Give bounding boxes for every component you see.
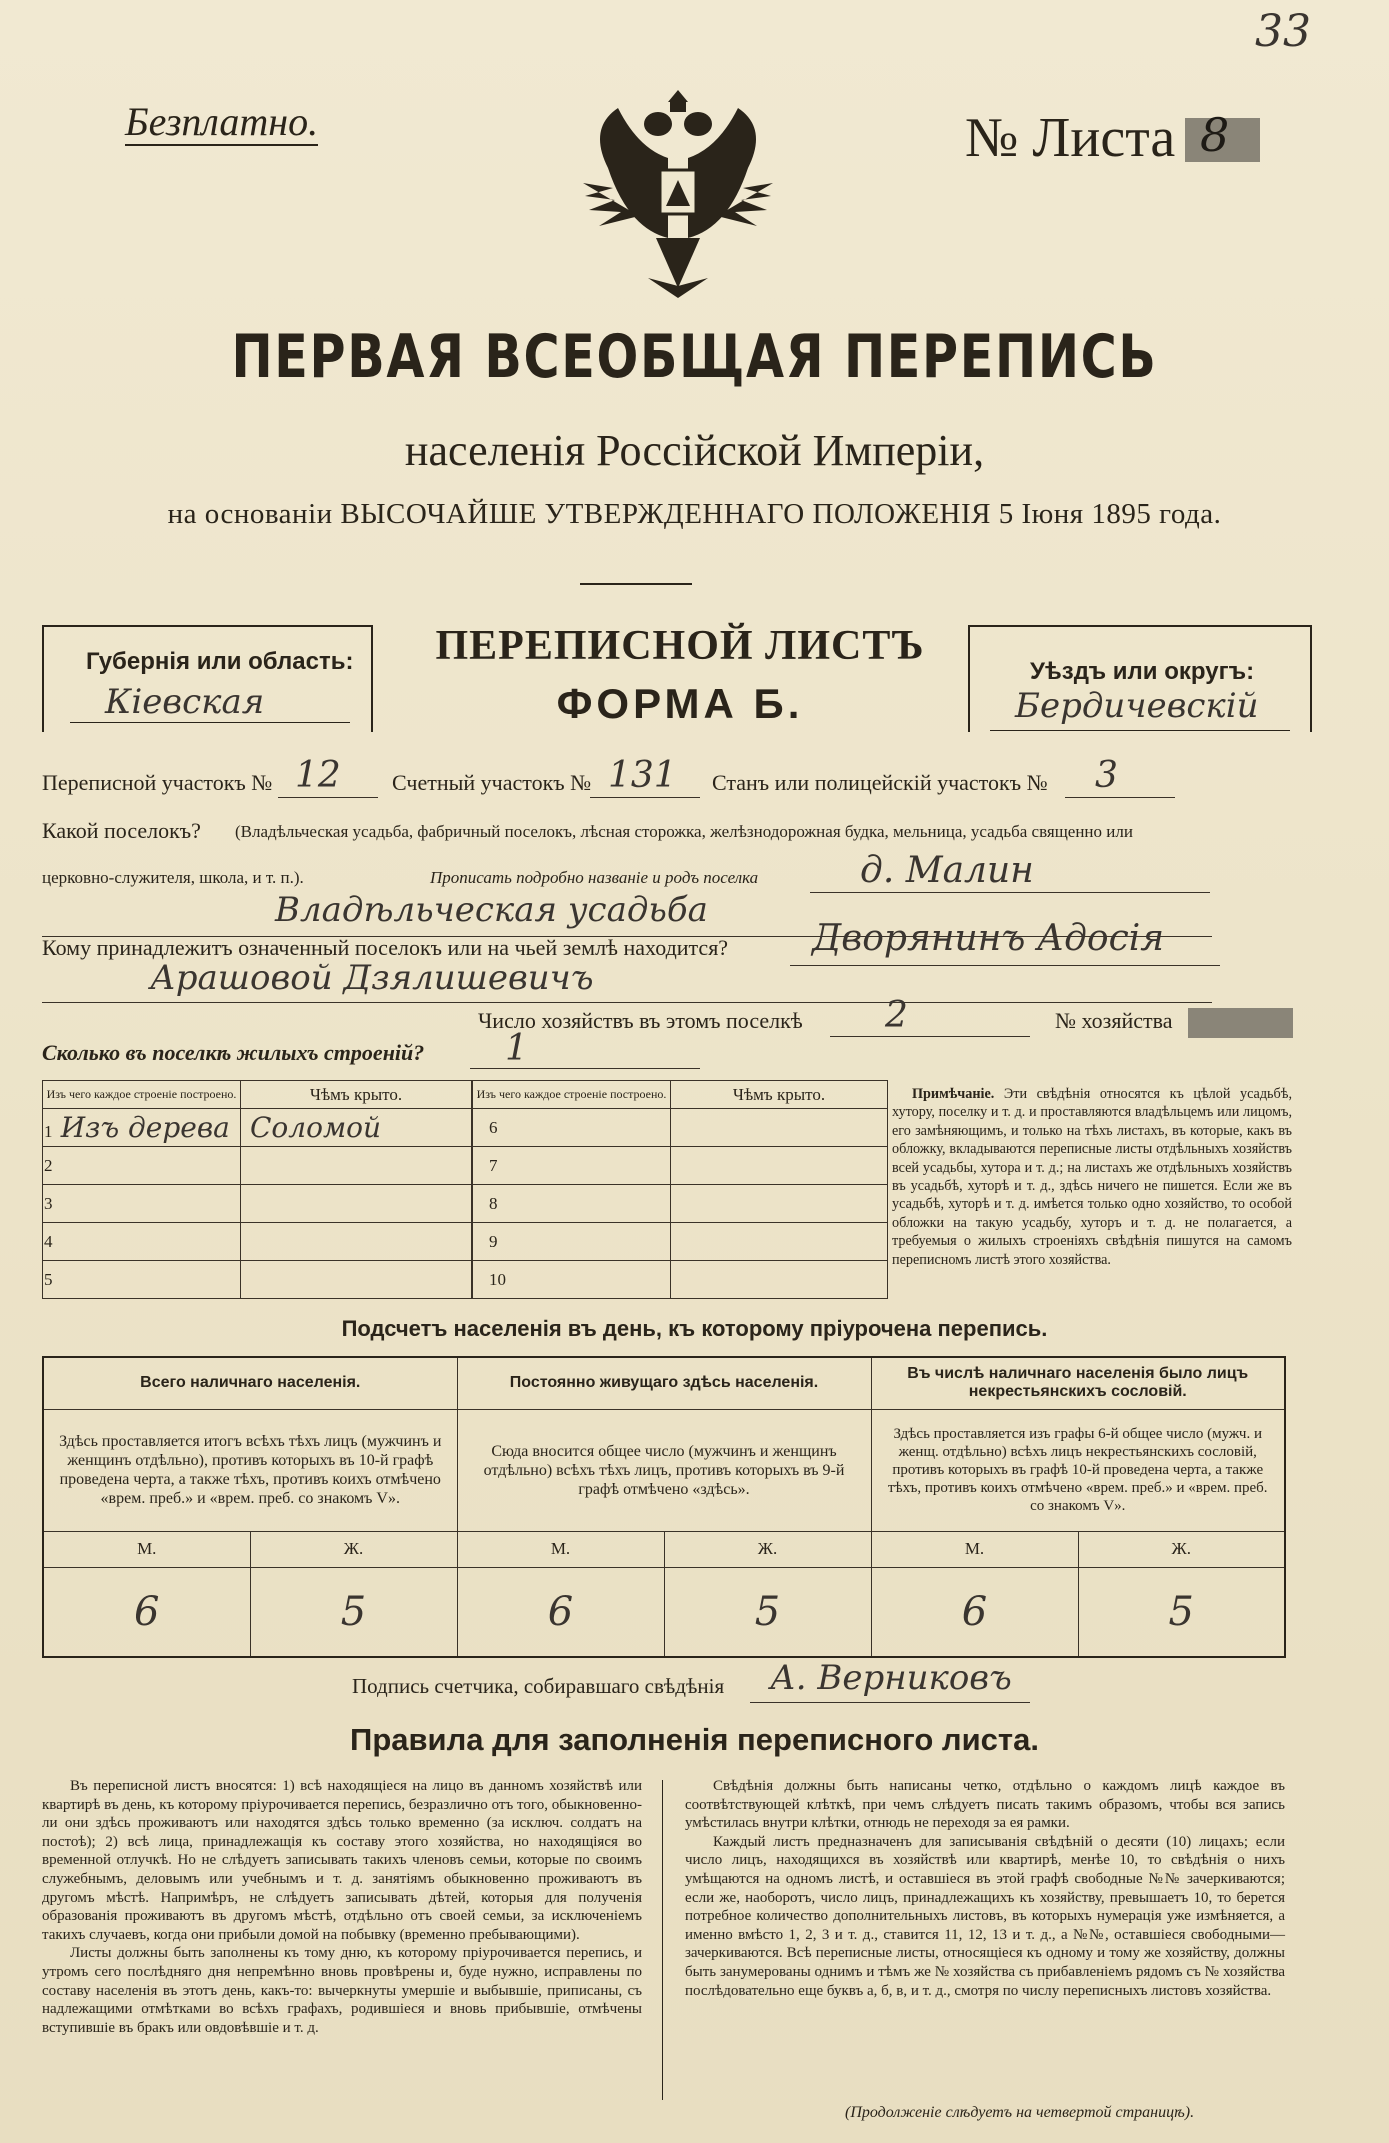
rules-left-paragraph: Въ переписной листъ вносятся: 1) всѣ находящіеся на лицо въ данномъ хозяйствѣ или квартирѣ въ день, къ которому пріурочивается перепись, безразлично отъ того, обыкновенно-ли они здѣсь проживаютъ или находятся здѣсь только временно (за исключ. солдатъ на постоѣ); 2) всѣ лица, принадлежащія къ составу этого хозяйства, но находящіяся во временной отлучкѣ. Но не слѣдуетъ записывать такихъ членовъ семьи, которые по своимъ служебнымъ, деловымъ или учебнымъ и т. д. занятіямъ обыкновенно проживаютъ въ другомъ мѣстѣ. Напримѣръ, не слѣдуетъ записывать дѣтей, которыя для полученія образованія проживаютъ въ другомъ мѣстѣ, отдѣльно отъ своей семьи, за исключеніемъ такихъ случаевъ, когда они прибыли домой на побывку (временно пребывающими). [42, 1778, 642, 1943]
buildings-col-material-header: Изъ чего каждое строеніе построено. [473, 1081, 671, 1109]
buildings-col-roof-header: Чѣмъ крыто. [671, 1081, 888, 1109]
settlement-value-1: д. Малин [860, 850, 1034, 891]
province-value: Кіевская [105, 682, 265, 722]
signature-label: Подпись счетчика, собиравшаго свѣдѣнія [352, 1674, 725, 1698]
census-area-value: 12 [295, 755, 341, 796]
population-count-table [42, 1356, 1286, 1658]
district-label: Уѣздъ или округъ: [1030, 658, 1255, 685]
non-peasant-male-value: 6 [871, 1567, 1078, 1657]
count-area-value: 131 [608, 755, 677, 796]
stan-value: 3 [1095, 755, 1118, 796]
stan-label: Станъ или полицейскій участокъ № [712, 770, 1048, 795]
province-label: Губернія или область: [86, 648, 354, 675]
household-no-redaction [1188, 1008, 1293, 1038]
row-number: 9 [489, 1231, 498, 1251]
stan-line [1065, 797, 1175, 798]
total-male-value: 6 [43, 1567, 250, 1657]
buildings-value: 1 [505, 1028, 528, 1069]
buildings-note [892, 1085, 1292, 1269]
row-number: 4 [44, 1231, 53, 1251]
note-text: Эти свѣдѣнія относятся къ цѣлой усадьбѣ, хутору, поселку и т. д. и проставляются владѣльцемъ или лицомъ, его замѣняющимъ, и только на тѣхъ листахъ, въ которые, какъ въ обложку, вкладываются переписные листы отдѣльныхъ хозяйствъ всей усадьбы, хутора и т. д.; на листахъ же отдѣльныхъ хозяйствъ въ усадьбѣ, хуторѣ и т. д., здѣсь ничего не пишется. Если же въ усадьбѣ, хуторѣ и т. д. имѣется только одно хозяйство, то особой обложки на такую усадьбу, хуторъ и т. д. не полагается, а требуемыя о жилыхъ строеніяхъ свѣдѣнія пишутся на самомъ переписномъ листѣ этого хозяйства. [892, 1086, 1292, 1268]
title-divider [580, 583, 692, 585]
total-female-value: 5 [250, 1567, 457, 1657]
female-label: Ж. [664, 1531, 871, 1567]
free-label: Безплатно. [125, 99, 319, 144]
buildings-col-roof-header: Чѣмъ крыто. [241, 1081, 472, 1109]
buildings-label: Сколько въ поселкѣ жилыхъ строеній? [42, 1040, 425, 1065]
buildings-line [470, 1068, 700, 1069]
buildings-row [43, 1185, 241, 1223]
buildings-row [43, 1223, 241, 1261]
rules-right-column [685, 1777, 1285, 2000]
buildings-col-material-header: Изъ чего каждое строеніе построено. [43, 1081, 241, 1109]
permanent-male-value: 6 [457, 1567, 664, 1657]
district-value: Бердичевскій [1015, 686, 1259, 726]
permanent-female-value: 5 [664, 1567, 871, 1657]
form-name: ФОРМА Б. [556, 680, 804, 727]
female-label: Ж. [250, 1531, 457, 1567]
buildings-row [473, 1261, 671, 1299]
female-label: Ж. [1078, 1531, 1285, 1567]
buildings-row [43, 1261, 241, 1299]
total-population-header: Всего наличнаго населенія. [43, 1357, 457, 1409]
page-subtitle: населенія Россійской Имперіи, [404, 426, 985, 475]
settlement-hint-2: церковно-служителя, школа, и т. п.). [42, 868, 304, 887]
imperial-eagle-emblem [578, 88, 778, 303]
rules-title: Правила для заполненія переписного листа. [350, 1722, 1039, 1757]
rules-right-paragraph: Свѣдѣнія должны быть написаны четко, отдѣльно о каждомъ лицѣ каждое въ соотвѣтствующей клѣткѣ, при чемъ слѣдуетъ писать такимъ образомъ, чтобы вся запись умѣстилась внутри клѣтки, отнюдь не переходя за ея рамки. [685, 1778, 1285, 1832]
owner-value-2: Арашовой Дзялишевичъ [150, 958, 594, 998]
row-number: 2 [44, 1155, 53, 1175]
count-area-label: Счетный участокъ № [392, 770, 592, 795]
row-number: 8 [489, 1193, 498, 1213]
non-peasant-desc: Здѣсь проставляется изъ графы 6-й общее число (мужч. и женщ. отдѣльно) всѣхъ лицъ некрестьянскихъ сословій, противъ которыхъ въ графѣ 10-й проведена черта, а также тѣхъ, противъ коихъ отмѣчено «врем. преб.» и «врем. преб. со знакомъ V». [871, 1409, 1285, 1531]
rules-right-paragraph: Каждый листъ предназначенъ для записыванія свѣдѣній о десяти (10) лицахъ; если число лицъ, находящихся въ хозяйствѣ или квартирѣ, менѣе 10, то свѣдѣнія о нихъ умѣщаются на одномъ листѣ, и оставшіеся въ этой графѣ свободные №№ зачеркиваются; если же, наоборотъ, число лицъ, принадлежащихъ къ хозяйству, превышаетъ 10, то берется потребное количество дополнительныхъ листовъ, въ которыхъ нумерація уже измѣняется, а именно вмѣсто 1, 2, 3 и т. д., ставится 11, 12, 13 и т. д., а №№, оставшіеся свободными—зачеркиваются. Всѣ переписные листы, относящіеся къ одному и тому же хозяйству, должны быть занумерованы однимъ и тѣмъ же № хозяйства съ прибавленіемъ рядомъ съ № хозяйства послѣдовательно еще буквъ а, б, в, и т. д., смотря по числу переписныхъ листовъ хозяйства. [685, 1833, 1285, 1999]
buildings-row [473, 1109, 671, 1147]
permanent-population-header: Постоянно живущаго здѣсь населенія. [457, 1357, 871, 1409]
count-title: Подсчетъ населенія въ день, къ которому пріурочена перепись. [341, 1316, 1048, 1341]
non-peasant-header: Въ числѣ наличнаго населенія было лицъ некрестьянскихъ сословій. [871, 1357, 1285, 1409]
district-value-line [990, 730, 1290, 731]
buildings-row [43, 1147, 241, 1185]
buildings-table-right [472, 1080, 888, 1299]
material-value: Изъ дерева [60, 1111, 230, 1144]
settlement-label: Какой поселокъ? [42, 818, 201, 843]
non-peasant-female-value: 5 [1078, 1567, 1285, 1657]
row-number: 5 [44, 1269, 53, 1289]
sheet-number-value: 8 [1200, 108, 1230, 162]
note-title: Примѣчаніе. [912, 1086, 995, 1102]
row-number: 1 [44, 1122, 53, 1141]
row-number: 7 [489, 1155, 498, 1175]
rules-left-column [42, 1777, 642, 2037]
signature-value: А. Верниковъ [770, 1658, 1012, 1698]
buildings-row [473, 1223, 671, 1261]
legal-basis: на основаніи ВЫСОЧАЙШЕ УТВЕРЖДЕННАГО ПОЛОЖЕНІЯ 5 Іюня 1895 года. [167, 498, 1222, 530]
sheet-number-label: № Листа [965, 107, 1176, 169]
owner-line-1 [790, 965, 1220, 966]
census-area-label: Переписной участокъ № [42, 770, 273, 795]
row-number: 10 [489, 1269, 506, 1289]
settlement-hint-3: Прописать подробно названіе и родъ поселка [430, 868, 759, 887]
households-value: 2 [885, 995, 908, 1036]
signature-line [750, 1702, 1030, 1703]
households-line [830, 1036, 1030, 1037]
total-population-desc: Здѣсь проставляется итогъ всѣхъ тѣхъ лицъ (мужчинъ и женщинъ отдѣльно), противъ которыхъ въ 10-й графѣ проведена черта, а также тѣхъ, противъ коихъ отмѣчено «врем. преб.» и «врем. преб. со знакомъ V». [43, 1409, 457, 1531]
owner-line-2 [42, 1002, 1212, 1003]
page-title: ПЕРВАЯ ВСЕОБЩАЯ ПЕРЕПИСЬ [231, 322, 1158, 392]
row-number: 3 [44, 1193, 53, 1213]
households-label: Число хозяйствъ въ этомъ поселкѣ [478, 1008, 803, 1033]
rules-column-divider [662, 1780, 663, 2100]
buildings-row [473, 1185, 671, 1223]
buildings-table-left [42, 1080, 472, 1299]
rules-left-paragraph: Листы должны быть заполнены къ тому дню, къ которому пріурочивается перепись, и утромъ сего послѣдняго дня непремѣнно вновь провѣрены и, буде нужно, исправлены по составу населенія въ этотъ день, какъ-то: вычеркнуты умершіе и выбывшіе, приписаны, съ надлежащими отмѣтками во всѣхъ графахъ, родившіеся и вновь прибывшіе, отмѣчены вступившіе въ бракъ или овдовѣвшіе и т. д. [42, 1945, 642, 2036]
corner-number: 33 [1255, 6, 1311, 57]
settlement-value-2: Владѣльческая усадьба [275, 890, 708, 930]
buildings-row [473, 1147, 671, 1185]
permanent-population-desc: Сюда вносится общее число (мужчинъ и женщинъ отдѣльно) всѣхъ тѣхъ лицъ, противъ которыхъ въ 9-й графѣ отмѣчено «здѣсь». [457, 1409, 871, 1531]
male-label: М. [871, 1531, 1078, 1567]
male-label: М. [43, 1531, 250, 1567]
roof-value: Соломой [250, 1111, 382, 1144]
household-no-label: № хозяйства [1055, 1008, 1173, 1033]
owner-value-1: Дворянинъ Адосія [812, 918, 1165, 959]
census-area-line [278, 797, 378, 798]
buildings-row [43, 1109, 241, 1147]
owner-label: Кому принадлежитъ означенный поселокъ или на чьей землѣ находится? [42, 935, 729, 960]
form-title: ПЕРЕПИСНОЙ ЛИСТЪ [435, 623, 925, 669]
settlement-hint-1: (Владѣльческая усадьба, фабричный поселокъ, лѣсная сторожка, желѣзнодорожная будка, мельница, усадьба священно или [235, 822, 1133, 841]
province-value-line [70, 722, 350, 723]
row-number: 6 [489, 1117, 498, 1137]
male-label: М. [457, 1531, 664, 1567]
count-area-line [590, 797, 700, 798]
settlement-line-1 [810, 892, 1210, 893]
continuation-note: (Продолженіе слѣдуетъ на четвертой страницѣ). [845, 2104, 1195, 2121]
